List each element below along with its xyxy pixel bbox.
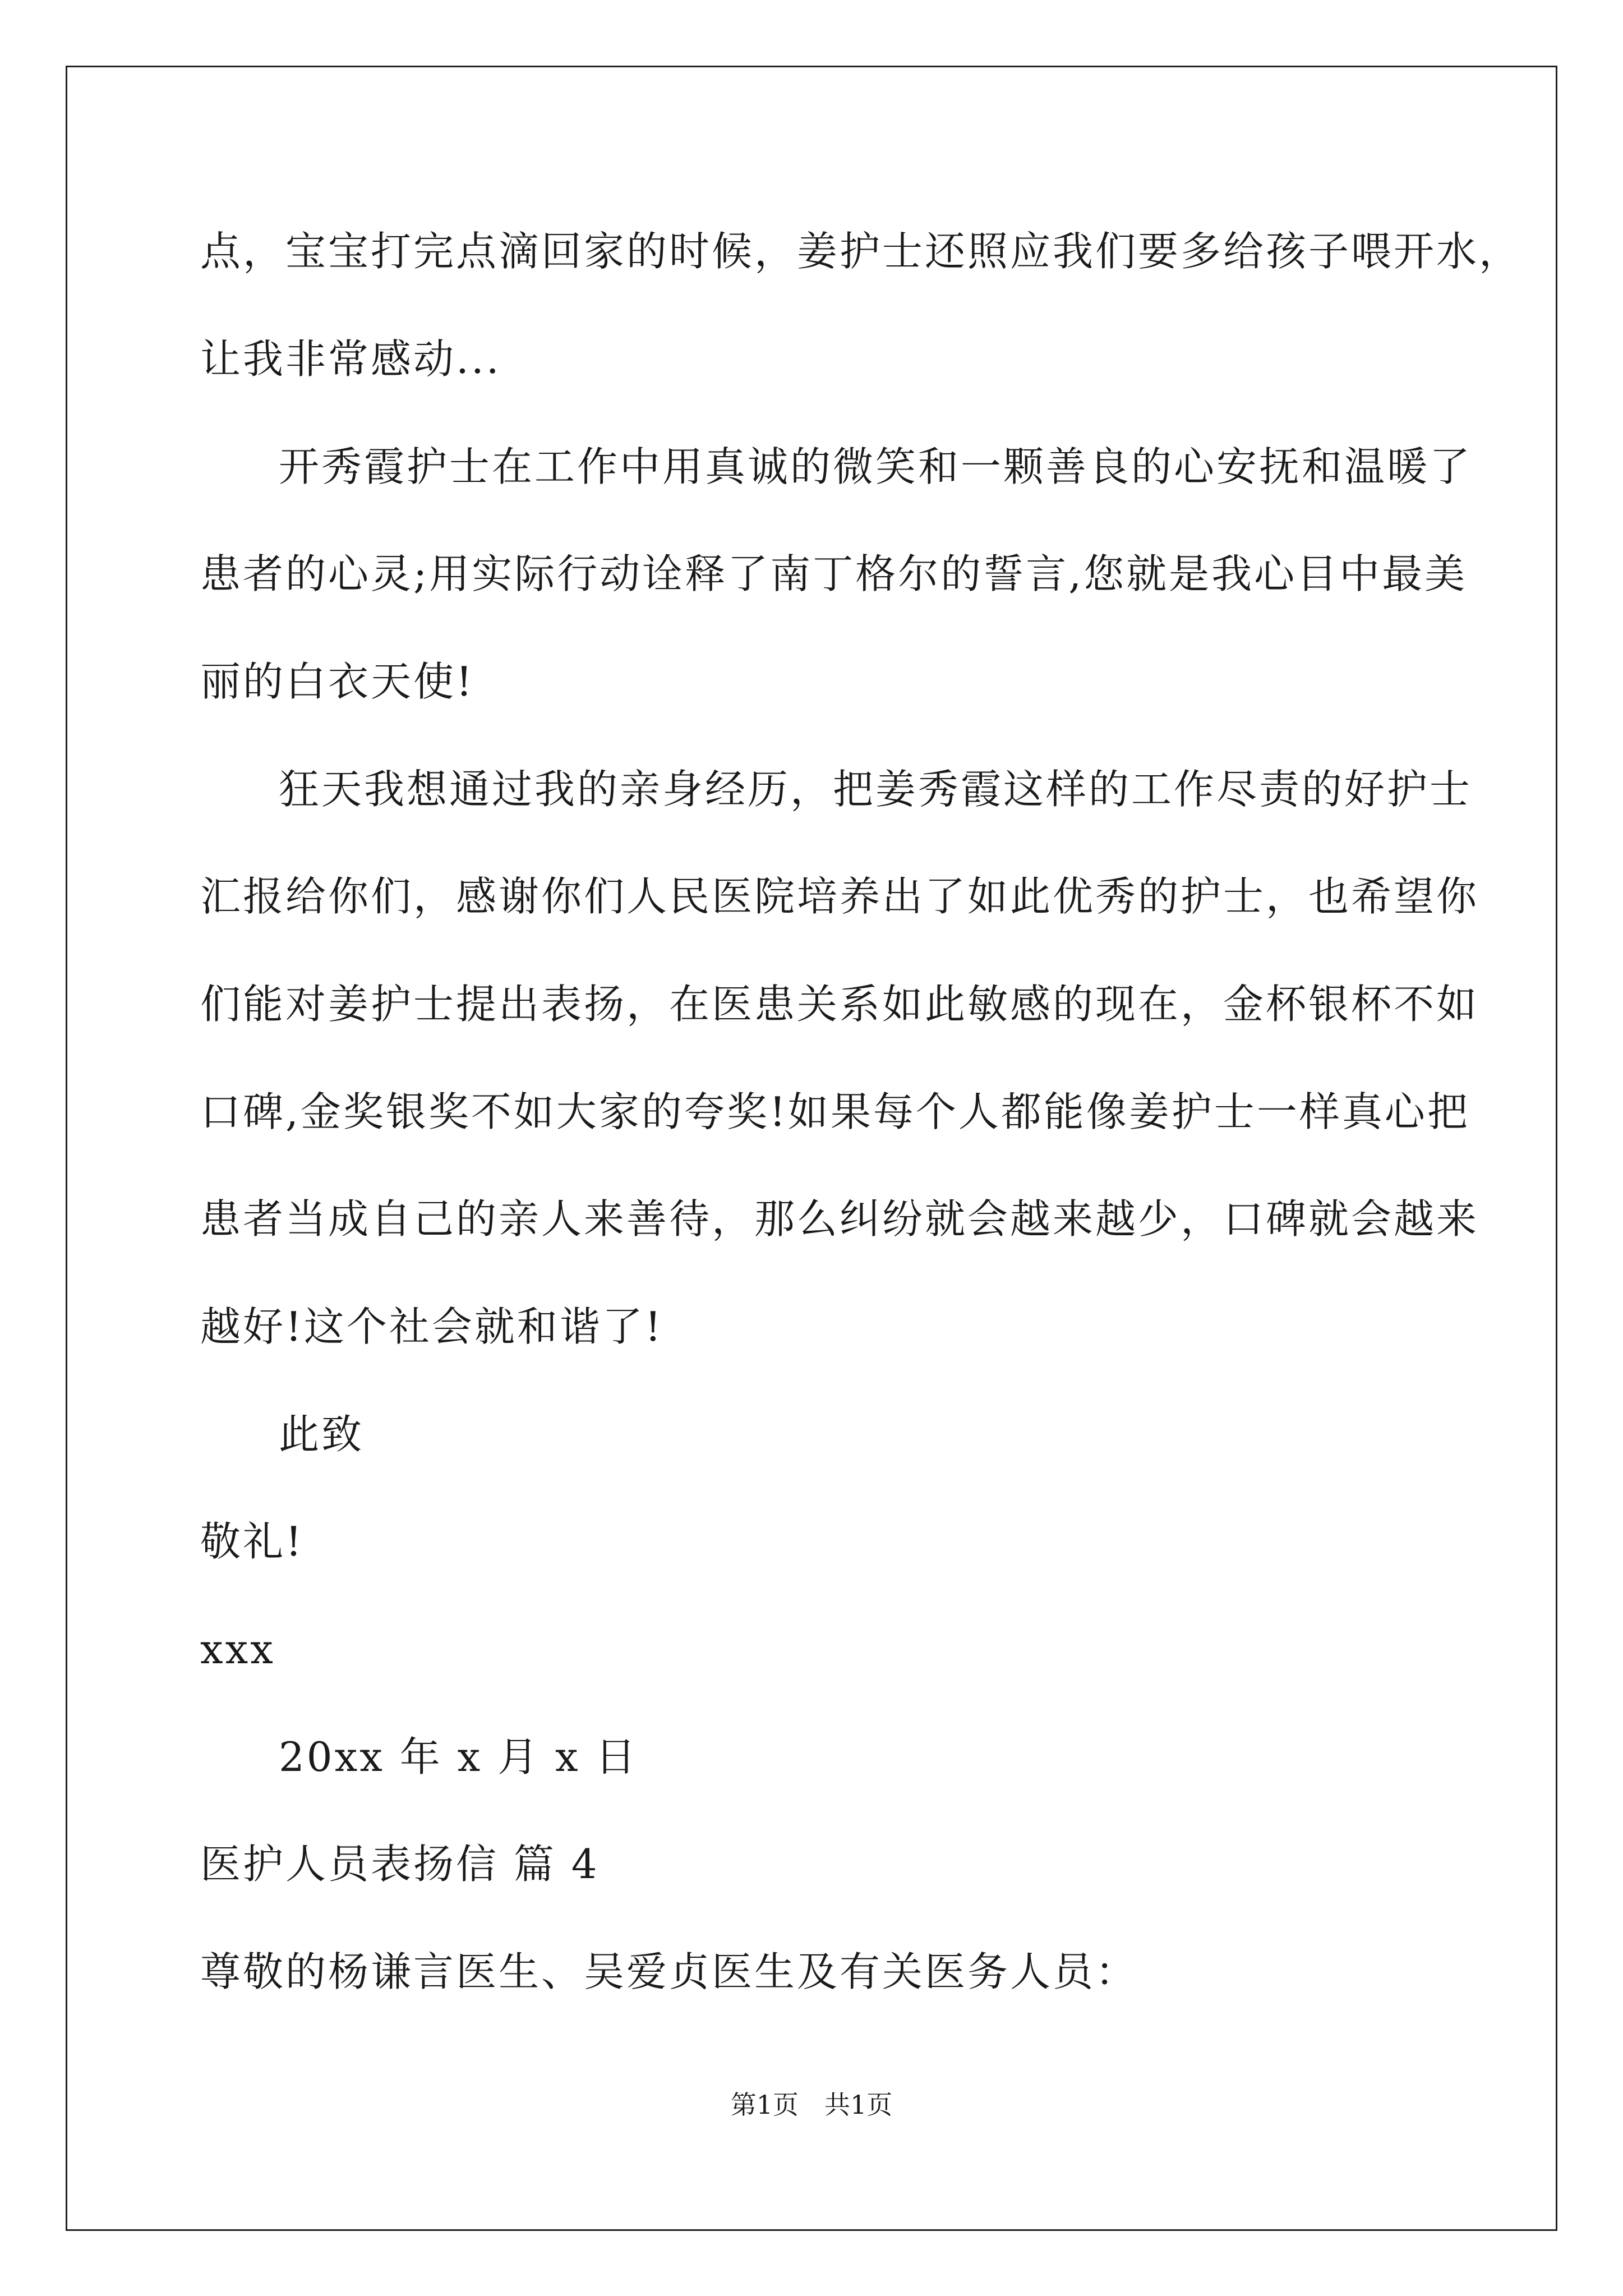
paragraph-line: 患者当成自己的亲人来善待，那么纠纷就会越来越少，口碑就会越来 bbox=[200, 1195, 1479, 1243]
salutation-line: 敬礼! bbox=[200, 1518, 304, 1565]
paragraph-line: 汇报给你们，感谢你们人民医院培养出了如此优秀的护士，也希望你 bbox=[200, 873, 1479, 920]
paragraph-line: 们能对姜护士提出表扬，在医患关系如此敏感的现在，金杯银杯不如 bbox=[200, 981, 1479, 1028]
date-line: 20xx 年 x 月 x 日 bbox=[279, 1733, 638, 1780]
paragraph-line: 患者的心灵;用实际行动诠释了南丁格尔的誓言,您就是我心目中最美 bbox=[200, 550, 1468, 597]
page-footer: 第1页 共1页 bbox=[730, 2090, 893, 2120]
section-title: 医护人员表扬信 篇 4 bbox=[200, 1841, 600, 1888]
greeting-line: 尊敬的杨谦言医生、吴爱贞医生及有关医务人员： bbox=[200, 1948, 1138, 1995]
paragraph-line: 让我非常感动... bbox=[200, 335, 501, 383]
paragraph-line: 丽的白衣天使! bbox=[200, 658, 474, 705]
paragraph-line: 越好!这个社会就和谐了! bbox=[200, 1303, 663, 1350]
page-border bbox=[66, 66, 1557, 2231]
paragraph-line: 狂天我想通过我的亲身经历，把姜秀霞这样的工作尽责的好护士 bbox=[279, 766, 1473, 813]
closing-line: 此致 bbox=[279, 1411, 365, 1458]
paragraph-line: 开秀霞护士在工作中用真诚的微笑和一颗善良的心安抚和温暖了 bbox=[279, 443, 1473, 490]
paragraph-line: 点，宝宝打完点滴回家的时候，姜护士还照应我们要多给孩子喂开水， bbox=[200, 228, 1522, 275]
paragraph-line: 口碑,金奖银奖不如大家的夸奖!如果每个人都能像姜护士一样真心把 bbox=[200, 1088, 1470, 1135]
signature-line: xxx bbox=[200, 1626, 275, 1673]
